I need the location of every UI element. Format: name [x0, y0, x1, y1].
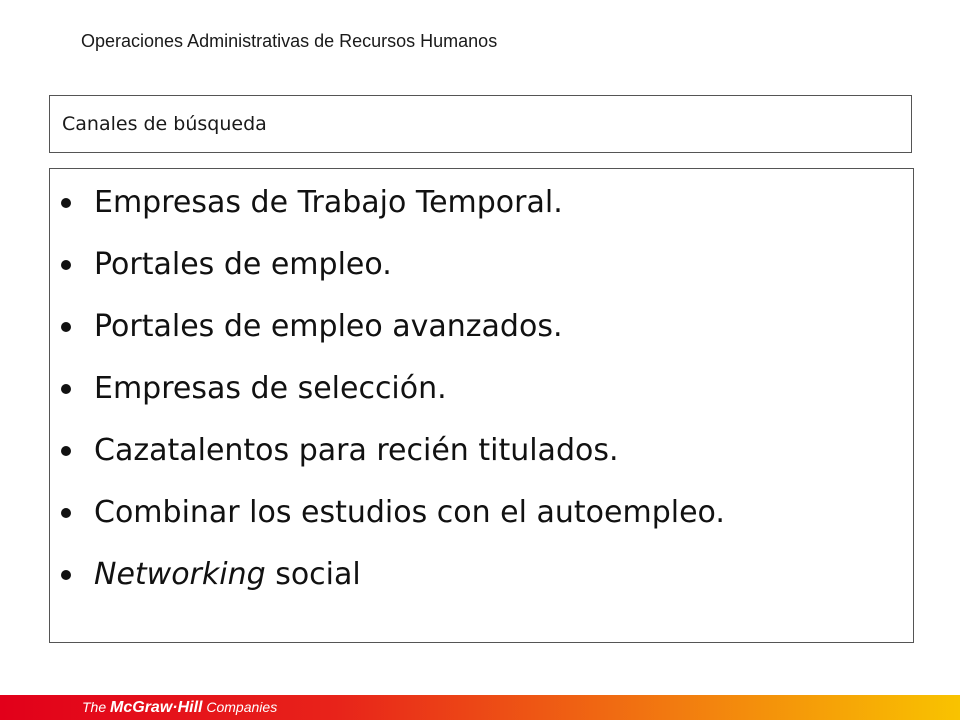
bullet-list — [50, 183, 913, 617]
bullet-item — [50, 431, 913, 493]
bullet-item — [50, 369, 913, 431]
section-title: Canales de búsqueda — [62, 113, 267, 135]
bullet-icon — [61, 508, 71, 518]
bullet-text: Portales de empleo avanzados. — [94, 309, 563, 344]
bullet-icon — [61, 446, 71, 456]
footer-bar — [0, 695, 960, 720]
logo-suffix: Companies — [202, 699, 278, 715]
bullet-text: Empresas de Trabajo Temporal. — [94, 185, 563, 220]
content-box — [49, 168, 914, 643]
bullet-icon — [61, 384, 71, 394]
bullet-item — [50, 183, 913, 245]
bullet-text: Cazatalentos para recién titulados. — [94, 433, 619, 468]
bullet-icon — [61, 322, 71, 332]
section-title-box — [49, 95, 912, 153]
mcgraw-hill-logo — [82, 697, 277, 718]
bullet-item — [50, 307, 913, 369]
bullet-text: Combinar los estudios con el autoempleo. — [94, 495, 725, 530]
logo-brand: McGraw·Hill — [110, 699, 203, 716]
bullet-icon — [61, 198, 71, 208]
bullet-text: Empresas de selección. — [94, 371, 447, 406]
bullet-item — [50, 555, 913, 617]
course-title: Operaciones Administrativas de Recursos Humanos — [81, 31, 498, 51]
bullet-icon — [61, 570, 71, 580]
bullet-text-italic: Networking — [94, 557, 266, 592]
logo-prefix: The — [82, 699, 111, 715]
bullet-icon — [61, 260, 71, 270]
bullet-text: social — [265, 557, 361, 592]
bullet-text: Portales de empleo. — [94, 247, 392, 282]
bullet-item — [50, 245, 913, 307]
bullet-item — [50, 493, 913, 555]
